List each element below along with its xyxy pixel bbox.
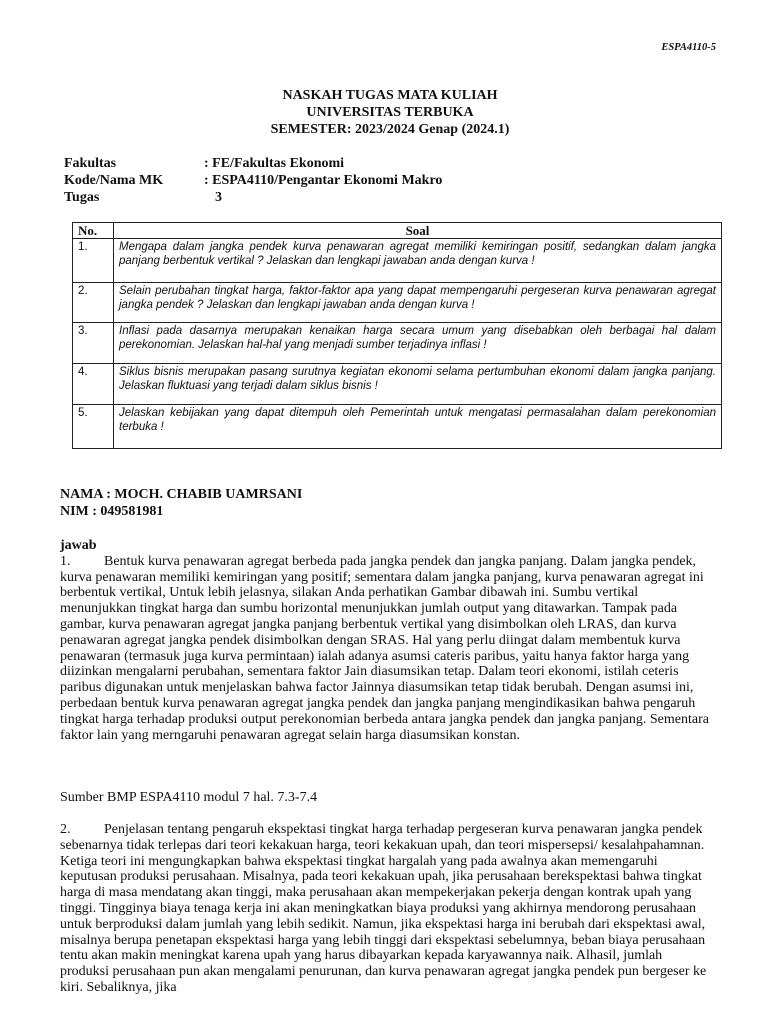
questions-table <box>72 222 722 449</box>
student-name: NAMA : MOCH. CHABIB UAMRSANI <box>60 487 303 502</box>
question-number: 4. <box>73 364 114 405</box>
table-row <box>73 364 722 405</box>
meta-key: Fakultas <box>64 156 117 171</box>
question-text: Inflasi pada dasarnya merupakan kenaikan harga secara umum yang disebabkan oleh berbagai hal dalam perekonomian. Jelaskan hal-hal yang menjadi sumber terjadinya inflasi ! <box>114 323 722 364</box>
question-text: Siklus bisnis merupakan pasang surutnya kegiatan ekonomi selama pertumbuhan ekonomi dalam jangka panjang. Jelaskan fluktuasi yang terjadi dalam siklus bisnis ! <box>114 364 722 405</box>
col-no-header: No. <box>73 223 114 239</box>
header-line-2: UNIVERSITAS TERBUKA <box>306 105 474 120</box>
question-number: 2. <box>73 283 114 323</box>
meta-key: Kode/Nama MK <box>64 173 164 188</box>
meta-value: : FE/Fakultas Ekonomi <box>204 156 345 171</box>
course-meta <box>64 155 442 206</box>
answer-1 <box>60 538 712 743</box>
question-text: Jelaskan kebijakan yang dapat ditempuh oleh Pemerintah untuk mengatasi permasalahan dalam perekonomian terbuka ! <box>114 405 722 449</box>
question-text: Mengapa dalam jangka pendek kurva penawaran agregat memiliki kemiringan positif, sedangkan dalam jangka panjang berbentuk vertikal ? Jelaskan dan lengkapi jawaban anda dengan kurva ! <box>114 239 722 283</box>
student-nim: NIM : 049581981 <box>60 504 164 519</box>
table-header-row <box>73 223 722 239</box>
answer-2-text: Penjelasan tentang pengaruh ekspektasi tingkat harga terhadap pergeseran kurva penawaran jangka pendek sebenarnya tidak terlepas dari teori kekakuan harga, teori kekakuan upah, dan teori mispersepsi/ kesalahpahamnan. Ketiga teori ini mengungkapkan bahwa ekspektasi tingkat hargalah yang pada awalnya akan memengaruhi keputusan produksi perusahaan. Misalnya, pada teori kekakuan upah, jika perusahaan berekspektasi bahwa tingkat harga di masa mendatang akan tinggi, maka perusahaan akan mempekerjakan pekerja dengan kontrak upah yang tinggi. Tingginya biaya tenaga kerja ini akan meningkatkan biaya produksi yang akhirnya mendorong perusahaan untuk berproduksi dalam jumlah yang lebih sedikit. Namun, jika ekspektasi harga ini berubah dari ekspektasi awal, misalnya berupa penetapan ekspektasi harga yang lebih tinggi dari ekspektasi sebelumnya, beban biaya perusahaan tentu akan makin meningkat karena upah yang harus dibayarkan kepada karyawannya naik. Alhasil, jumlah produksi perusahaan pun akan mengalami penurunan, dan kurva penawaran agregat jangka pendek pun bergeser ke kiri. Sebaliknya, jika <box>60 822 707 995</box>
answer-2 <box>60 822 712 996</box>
meta-value: : ESPA4110/Pengantar Ekonomi Makro <box>204 173 443 188</box>
meta-row-kode <box>64 172 442 189</box>
answer-1-number: 1. <box>60 553 71 569</box>
document-header <box>0 87 768 138</box>
meta-row-tugas <box>64 189 442 206</box>
table-row <box>73 405 722 449</box>
header-line-3: SEMESTER: 2023/2024 Genap (2024.1) <box>270 122 510 137</box>
table-row <box>73 323 722 364</box>
answer-1-paragraph <box>60 554 712 744</box>
answer-1-text: Bentuk kurva penawaran agregat berbeda pada jangka pendek dan jangka panjang. Dalam jangka pendek, kurva penawaran memiliki kemiringan yang positif; sementara dalam jangka panjang, kurva penawaran agregat ini berbentuk vertikal, Untuk lebih jelasnya, silakan Anda perhatikan Gambar dibawah ini. Sumbu vertikal menunjukkan tingkat harga dan sumbu horizontal menunjukkan jumlah output yang ditawarkan. Tampak pada gambar, kurva penawaran agregat jangka panjang berbentuk vertikal yang disimbolkan oleh LRAS, dan kurva penawaran agregat jangka pendek disimbolkan dengan SRAS. Hal yang perlu diingat dalam membentuk kurva penawaran (termasuk juga kurva permintaan) ialah adanya asumsi cateris paribus, yaitu hanya faktor harga yang diizinkan mengalarni perubahan, sementara faktor Jain diasumsikan tetap. Dalam teori ekonomi, istilah ceteris paribus digunakan untuk menjelaskan bahwa factor Jainnya diasumsikan tetap tidak berubah. Dengan asumsi ini, perbedaan bentuk kurva penawaran agregat jangka pendek dan jangka panjang mengindikasikan bahwa pengaruh tingkat harga terhadap produksi output perekonomian berbeda antara jangka pendek dan jangka panjang. Sementara faktor lain yang merngaruhi penawaran agregat selain harga diasumsikan konstan. <box>60 553 709 743</box>
meta-row-fakultas <box>64 155 442 172</box>
header-line-1: NASKAH TUGAS MATA KULIAH <box>282 88 498 103</box>
answer-2-number: 2. <box>60 822 71 837</box>
question-number: 3. <box>73 323 114 364</box>
question-number: 1. <box>73 239 114 283</box>
meta-value: 3 <box>215 190 222 205</box>
question-number: 5. <box>73 405 114 449</box>
answer-source: Sumber BMP ESPA4110 modul 7 hal. 7.3-7.4 <box>60 790 318 805</box>
answer-2-paragraph <box>60 822 712 996</box>
table-row <box>73 239 722 283</box>
student-identity <box>60 486 302 520</box>
col-soal-header: Soal <box>114 223 722 239</box>
meta-key: Tugas <box>64 190 100 205</box>
answer-label: jawab <box>60 538 97 553</box>
table-row <box>73 283 722 323</box>
question-text: Selain perubahan tingkat harga, faktor-faktor apa yang dapat mempengaruhi pergeseran kurva penawaran agregat jangka pendek ? Jelaskan dan lengkapi jawaban anda dengan kurva ! <box>114 283 722 323</box>
document-code: ESPA4110-5 <box>661 42 716 53</box>
